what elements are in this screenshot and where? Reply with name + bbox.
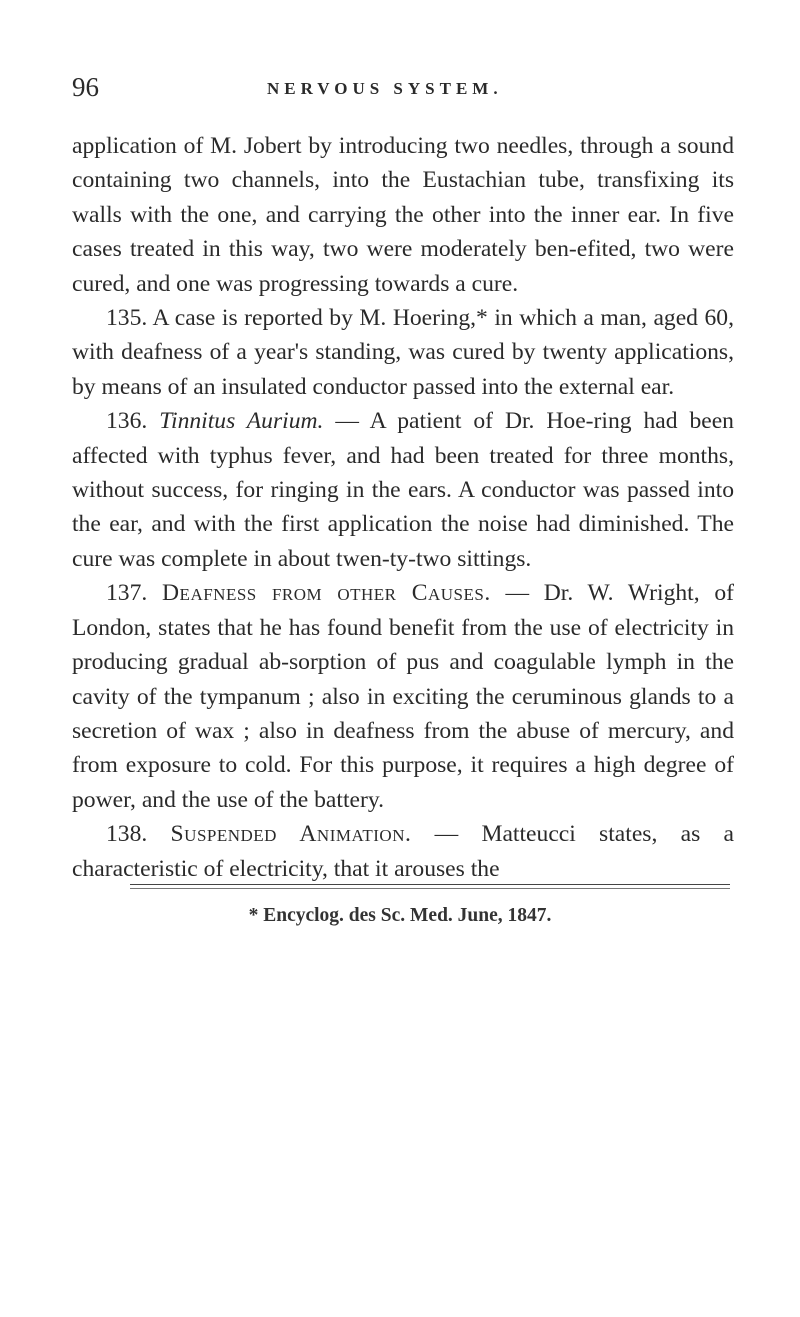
paragraph-heading: Deafness from other Causes. bbox=[162, 580, 491, 607]
paragraph-number: 137. bbox=[106, 580, 148, 607]
paragraph-heading: Tinnitus Aurium. bbox=[159, 408, 324, 435]
paragraph-136 bbox=[72, 404, 734, 576]
paragraph-138 bbox=[72, 817, 734, 886]
running-head: NERVOUS SYSTEM. bbox=[267, 79, 503, 98]
paragraph-135 bbox=[72, 301, 734, 404]
paragraph-number: 138. bbox=[106, 821, 148, 848]
page-number: 96 bbox=[72, 72, 99, 102]
footnote: * Encyclog. des Sc. Med. June, 1847. bbox=[248, 905, 552, 926]
paragraph-text: application of M. Jobert by introducing two needles, through a sound containing two channels, into the Eustachian tube, transfixing its walls with the one, and carrying the other into the inner ear. In five cases treated in this way, two were moderately ben-efited, two were cured, and one was progressing towards a cure. bbox=[72, 133, 734, 297]
paragraph-text: Matteucci states, as a characteristic of electricity, that it arouses the bbox=[72, 821, 734, 882]
paragraph-text: A case is reported by M. Hoering,* in which a man, aged 60, with deafness of a year's standing, was cured by twenty applications, by means of an insulated conductor passed into the external ear. bbox=[72, 305, 734, 400]
paragraph-heading: Suspended Animation. bbox=[170, 821, 412, 848]
page-header bbox=[72, 70, 732, 110]
paragraph-137 bbox=[72, 576, 734, 817]
footnote-divider bbox=[130, 884, 730, 885]
paragraph-continuation bbox=[72, 129, 734, 301]
body-text bbox=[72, 129, 734, 886]
paragraph-text: Dr. W. Wright, of London, states that he has found benefit from the use of electricity in producing gradual ab-sorption of pus and coagulable lymph in the cavity of the tympanum ; also in exciting the ceruminous glands to a secretion of wax ; also in deafness from the abuse of mercury, and from exposure to cold. For this purpose, it requires a high degree of power, and the use of the battery. bbox=[72, 580, 734, 813]
heading-dash: — bbox=[323, 408, 370, 435]
paragraph-number: 136. bbox=[106, 408, 148, 435]
paragraph-number: 135. bbox=[106, 305, 148, 332]
paragraph-text: A patient of Dr. Hoe-ring had been affected with typhus fever, and had been treated for three months, without success, for ringing in the ears. A conductor was passed into the ear, and with the first application the noise had diminished. The cure was complete in about twen-ty-two sittings. bbox=[72, 408, 734, 572]
heading-dash: — bbox=[411, 821, 482, 848]
heading-dash: — bbox=[490, 580, 544, 607]
footnote-divider-thin bbox=[130, 888, 730, 889]
